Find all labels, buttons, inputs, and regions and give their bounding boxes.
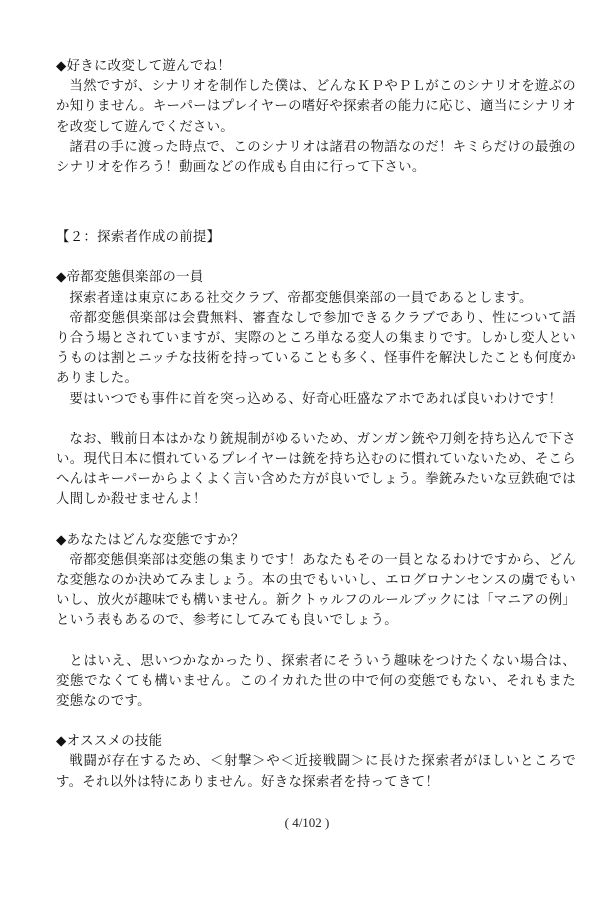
paragraph: 戦闘が存在するため、＜射撃＞や＜近接戦闘＞に長けた探索者がほしいところです。それ以外は特にありません。好きな探索者を持ってきて！: [56, 754, 576, 790]
spacer: [56, 248, 576, 268]
section-heading-kaihen: ◆好きに改変して遊んでね！: [56, 59, 231, 74]
paragraph: 帝都変態倶楽部は会費無料、審査なしで参加できるクラブであり、性について語り合う場とされていますが、実際のところ単なる変人の集まりです。しかし変人というものは割とニッチな技術を持っていることも多く、怪事件を解決したことも何度かありました。: [56, 310, 576, 387]
spacer: [56, 511, 576, 531]
page-number: ( 4/102 ): [284, 815, 330, 830]
spacer: [56, 410, 576, 430]
spacer: [56, 178, 576, 208]
spacer: [56, 208, 576, 228]
paragraph: 帝都変態倶楽部は変態の集まりです！あなたもその一員となるわけですから、どんな変態なのか決めてみましょう。本の虫でもいいし、エログロナンセンスの虜でもいいし、放火が趣味でも構いません。新クトゥルフのルールブックには「マニアの例」という表もあるので、参考にしてみても良いでしょう。: [56, 552, 576, 629]
section-heading-skills: ◆オススメの技能: [56, 734, 163, 750]
paragraph: とはいえ、思いつかなかったり、探索者にそういう趣味をつけたくない場合は、変態でなくても構いません。このイカれた世の中で何の変態でもない、それもまた変態なのです。: [56, 653, 576, 710]
section-heading-hentai: ◆あなたはどんな変態ですか？: [56, 532, 245, 548]
section-heading-club: ◆帝都変態倶楽部の一員: [56, 270, 204, 286]
chapter-title: 【２：探索者作成の前提】: [56, 230, 221, 246]
paragraph: 探索者達は東京にある社交クラブ、帝都変態倶楽部の一員であるとします。: [69, 290, 533, 306]
paragraph: なお、戦前日本はかなり銃規制がゆるいため、ガンガン銃や刀剣を持ち込んで下さい。現代日本に慣れているプレイヤーは銃を持ち込むのに慣れていないため、そこらへんはキーパーからよくよく言い含めた方が良いでしょう。拳銃みたいな豆鉄砲では人間しか殺せませんよ！: [56, 431, 576, 508]
paragraph: 要はいつでも事件に首を突っ込める、好奇心旺盛なアホであれば良いわけです！: [69, 391, 563, 407]
paragraph: 当然ですが、シナリオを制作した僕は、どんなＫＰやＰＬがこのシナリオを遊ぶのか知りません。キーパーはプレイヤーの嗜好や探索者の能力に応じ、適当にシナリオを改変して遊んでください。: [56, 79, 576, 135]
paragraph: 諸君の手に渡った時点で、このシナリオは諸君の物語なのだ！キミらだけの最強のシナリオを作ろう！動画などの作成も自由に行って下さい。: [56, 139, 576, 176]
spacer: [56, 632, 576, 652]
spacer: [56, 712, 576, 732]
page-content: [56, 57, 576, 793]
